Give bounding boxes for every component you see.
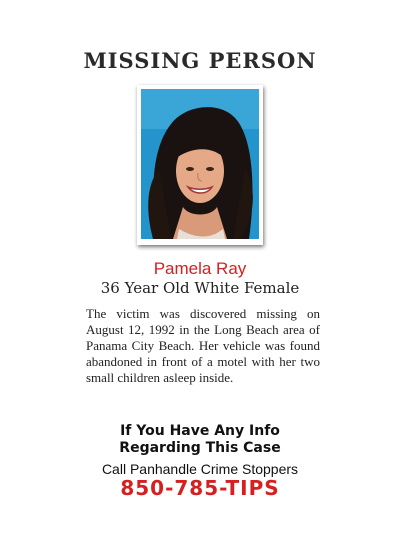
poster-title: MISSING PERSON [83,48,317,73]
case-description: The victim was discovered missing on August 12, 1992 in the Long Beach area of Panama City Beach. Her vehicle was found abandoned in front of a motel with her two small children asleep inside. [86,306,320,385]
info-heading [0,423,400,457]
call-line: Call Panhandle Crime Stoppers [101,461,299,477]
phone-number: 850-785-TIPS [120,476,280,500]
photo-frame [137,85,263,245]
person-description-line: 36 Year Old White Female [100,279,300,297]
info-line-1: If You Have Any Info [120,423,280,439]
portrait-photo [141,89,259,239]
info-line-2: Regarding This Case [119,440,281,456]
person-name: Pamela Ray [153,259,247,278]
